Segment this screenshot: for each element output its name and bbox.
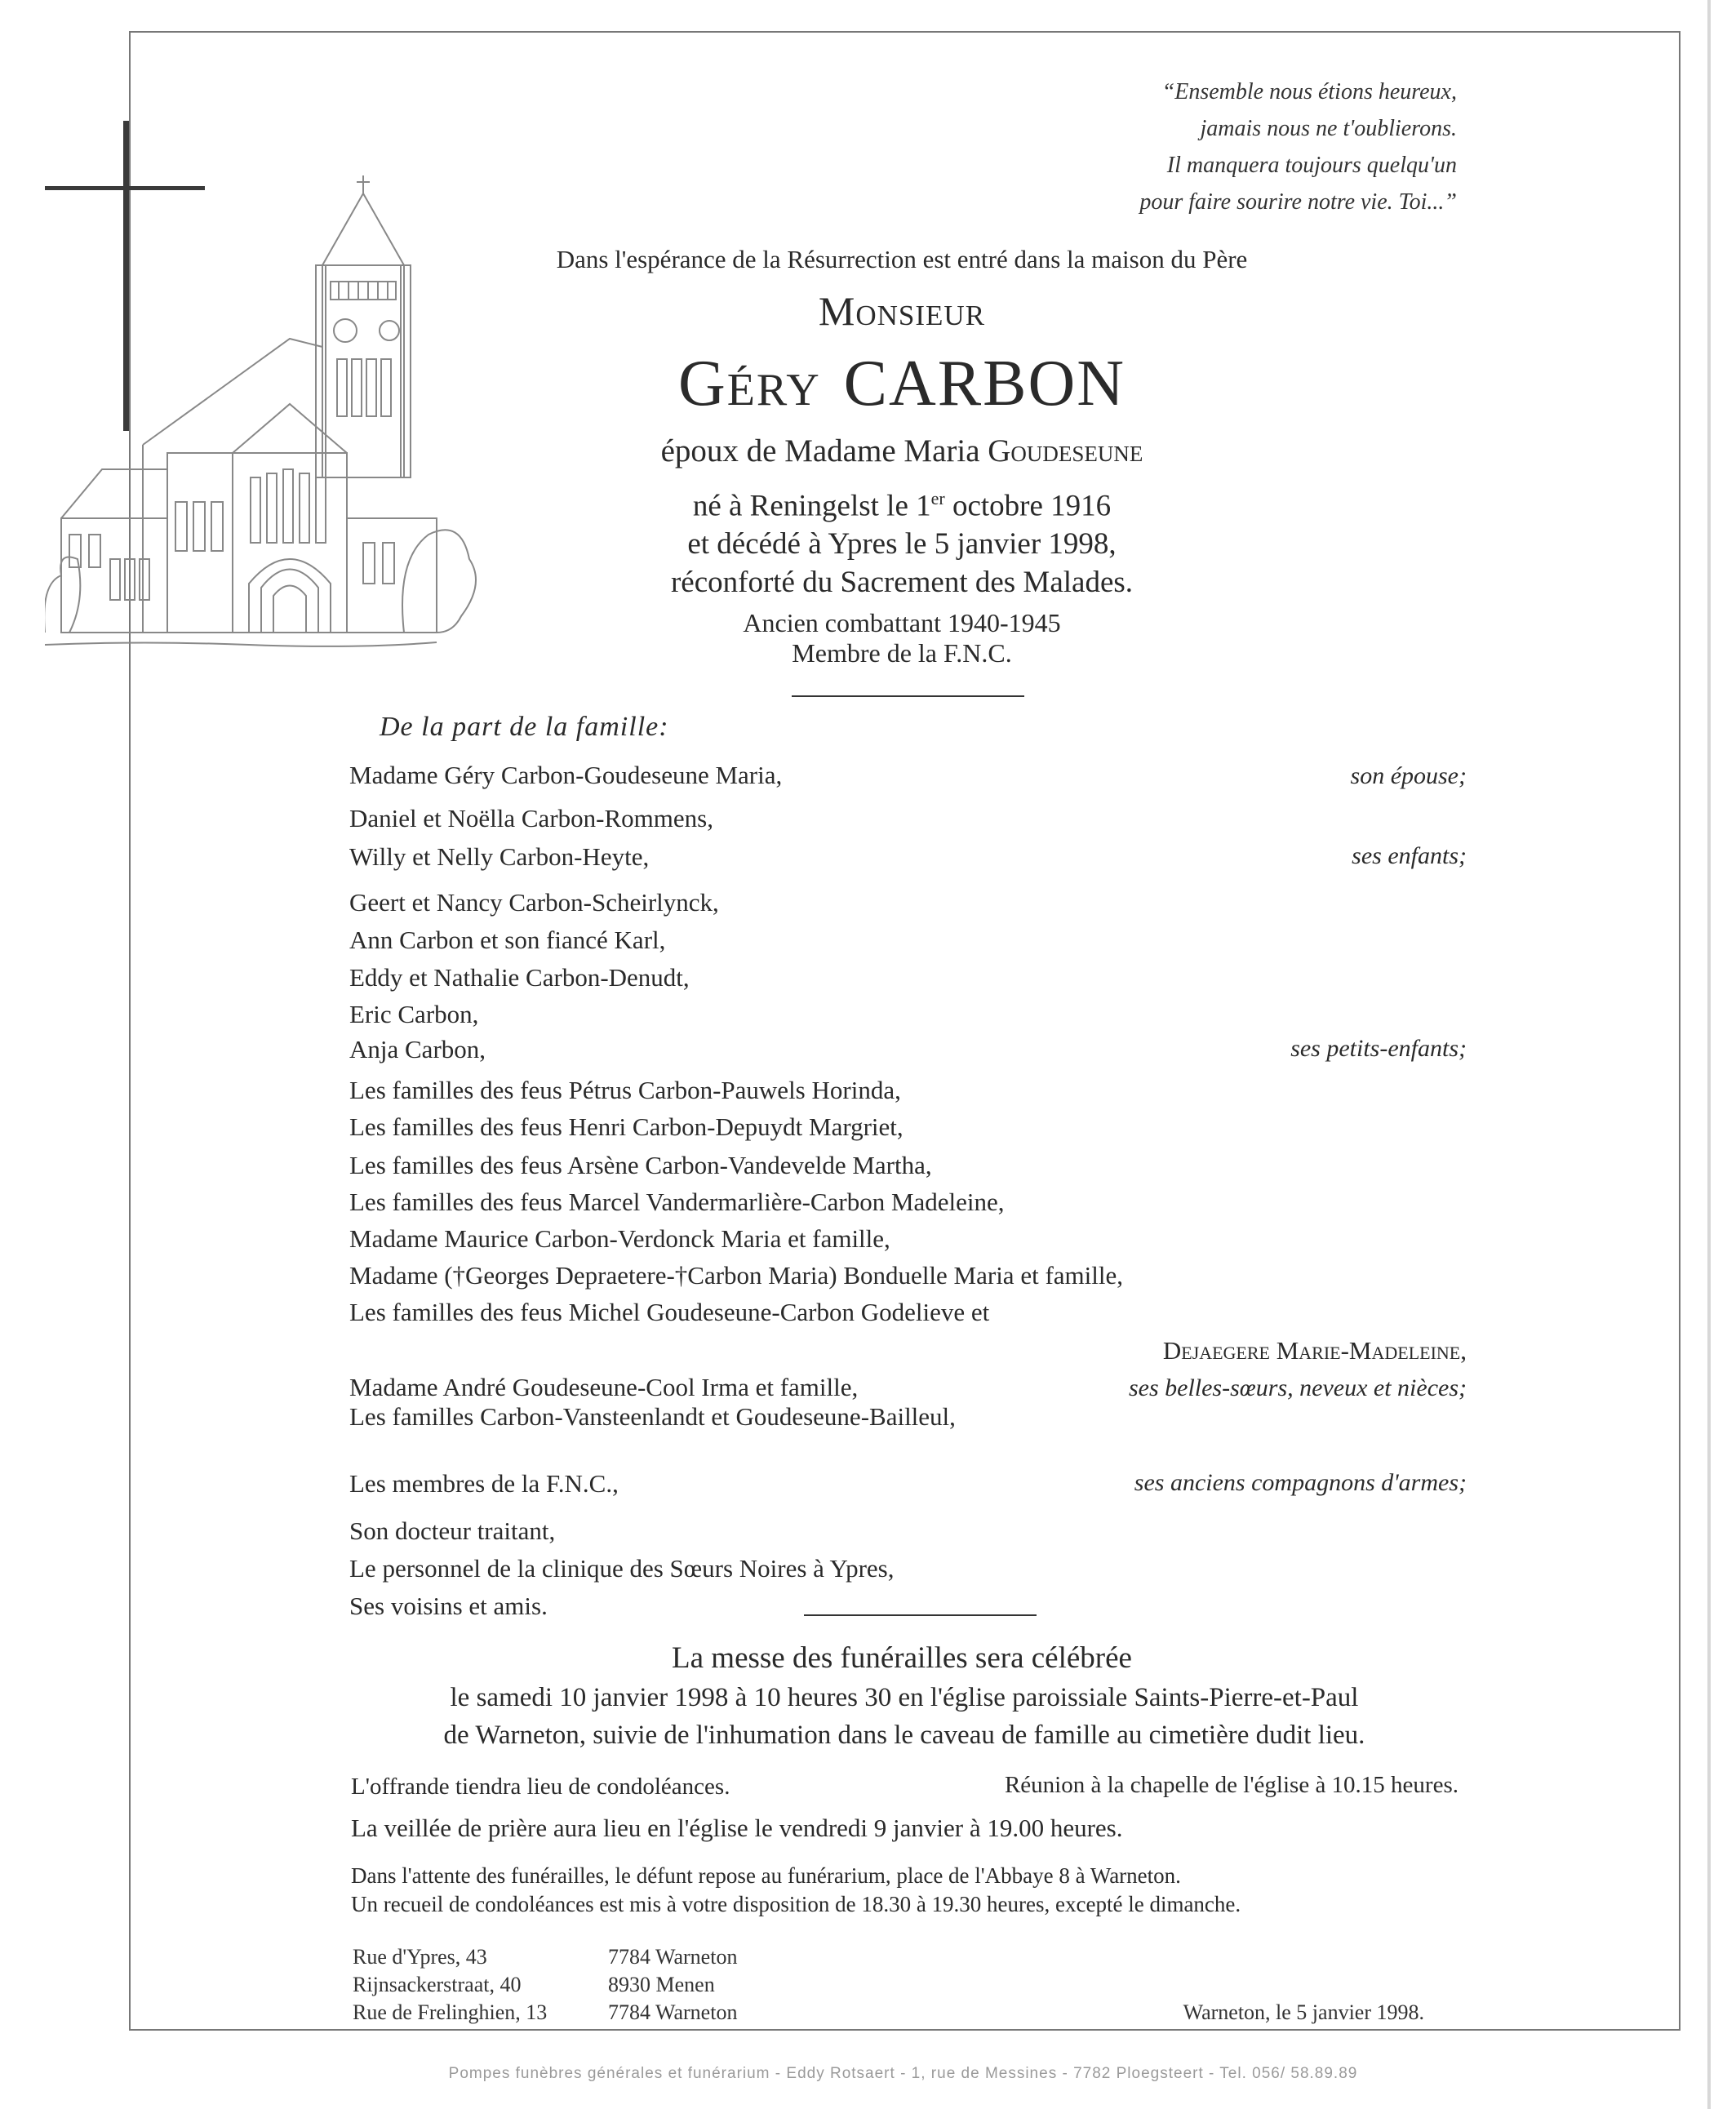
sacrament-line: réconforté du Sacrement des Malades.: [670, 566, 1134, 599]
family-line: Les familles Carbon-Vansteenlandt et Goudeseune-Bailleul,: [349, 1402, 956, 1431]
address-street: Rue de Frelinghien, 13: [353, 2000, 548, 2024]
rest-text: Un recueil de condoléances est mis à votre disposition de 18.30 à 19.30 heures, excepté le dimanche.: [351, 1892, 1241, 1916]
address-city: 7784 Warneton: [608, 1945, 738, 1969]
address-city: 8930 Menen: [608, 1973, 715, 1996]
quote-line: Il manquera toujours quelqu'un: [1166, 153, 1457, 178]
birth-line: [490, 488, 1314, 523]
address-street: Rijnsackerstraat, 40: [353, 1973, 522, 1996]
footer: Pompes funèbres générales et funérarium - Eddy Rotsaert - 1, rue de Messines - 7782 Ploegsteert - Tel. 056/ 58.89.89: [448, 2065, 1358, 2082]
rest-text: Dans l'attente des funérailles, le défunt repose au funérarium, place de l'Abbaye 8 à Warneton.: [351, 1863, 1181, 1888]
quote: [988, 73, 1457, 220]
first-name: Géry: [677, 348, 821, 420]
quote-line: jamais nous ne t'oublierons.: [1200, 116, 1457, 141]
family-line: Les familles des feus Michel Goudeseune-Carbon Godelieve et: [349, 1298, 990, 1326]
relation: ses enfants;: [1352, 842, 1467, 869]
title: Monsieur: [818, 288, 986, 334]
family-line: Anja Carbon,: [349, 1035, 486, 1063]
death-line: et décédé à Ypres le 5 janvier 1998,: [687, 527, 1117, 561]
relation: ses anciens compagnons d'armes;: [1134, 1469, 1467, 1496]
family-line: Daniel et Noëlla Carbon-Rommens,: [349, 804, 713, 832]
family-line: Son docteur traitant,: [349, 1516, 556, 1545]
relation: ses petits-enfants;: [1290, 1035, 1467, 1062]
vigil-text: La veillée de prière aura lieu en l'église le vendredi 9 janvier à 19.00 heures.: [351, 1814, 1123, 1842]
birth-text-a: né à Reningelst le 1: [692, 489, 931, 523]
church-illustration: [45, 175, 486, 682]
birth-sup: er: [930, 488, 945, 508]
quote-line: pour faire sourire notre vie. Toi...”: [1139, 189, 1457, 215]
family-line: Eddy et Nathalie Carbon-Denudt,: [349, 963, 690, 992]
family-line: Les familles des feus Pétrus Carbon-Pauwels Horinda,: [349, 1076, 901, 1104]
funeral-line: de Warneton, suivie de l'inhumation dans le caveau de famille au cimetière dudit lieu.: [443, 1720, 1365, 1750]
family-line: Willy et Nelly Carbon-Heyte,: [349, 842, 650, 871]
separator: [792, 695, 1024, 697]
funeral-heading: La messe des funérailles sera célébrée: [672, 1641, 1132, 1675]
meeting-text: Réunion à la chapelle de l'église à 10.15 heures.: [1004, 1772, 1459, 1798]
last-name: CARBON: [843, 348, 1126, 420]
family-line: Geert et Nancy Carbon-Scheirlynck,: [349, 888, 719, 917]
family-line-continued: Dejaegere Marie-Madeleine,: [1162, 1336, 1467, 1365]
address-city: 7784 Warneton: [608, 2000, 738, 2024]
relation: son épouse;: [1350, 762, 1467, 789]
spouse-prefix: époux de Madame Maria: [660, 433, 980, 468]
family-line: Eric Carbon,: [349, 1000, 479, 1028]
separator: [804, 1614, 1037, 1616]
family-line: Madame André Goudeseune-Cool Irma et famille,: [349, 1373, 859, 1401]
quote-line: “Ensemble nous étions heureux,: [1161, 79, 1457, 104]
family-line: Madame (†Georges Depraetere-†Carbon Maria) Bonduelle Maria et famille,: [349, 1261, 1123, 1290]
veteran-line: Ancien combattant 1940-1945: [743, 608, 1061, 637]
spouse-name: Goudeseune: [988, 433, 1143, 468]
family-line: Les membres de la F.N.C.,: [349, 1469, 619, 1498]
deceased-name: [490, 347, 1314, 421]
spouse-line: [490, 433, 1314, 469]
birth-text-b: octobre 1916: [944, 489, 1112, 523]
family-line: Madame Maurice Carbon-Verdonck Maria et famille,: [349, 1224, 890, 1253]
family-line: Le personnel de la clinique des Sœurs Noires à Ypres,: [349, 1554, 895, 1583]
funeral-line: le samedi 10 janvier 1998 à 10 heures 30 en l'église paroissiale Saints-Pierre-et-Paul: [450, 1683, 1359, 1712]
address-street: Rue d'Ypres, 43: [353, 1945, 487, 1969]
family-line: Ses voisins et amis.: [349, 1592, 548, 1620]
place-date: Warneton, le 5 janvier 1998.: [1183, 2000, 1424, 2024]
family-heading: De la part de la famille:: [380, 712, 669, 742]
family-line: Les familles des feus Marcel Vandermarlière-Carbon Madeleine,: [349, 1188, 1005, 1216]
family-line: Ann Carbon et son fiancé Karl,: [349, 926, 666, 954]
relation: ses belles-sœurs, neveux et nièces;: [1128, 1374, 1467, 1401]
family-line: Les familles des feus Arsène Carbon-Vandevelde Martha,: [349, 1151, 932, 1179]
member-line: Membre de la F.N.C.: [792, 638, 1012, 668]
family-line: Les familles des feus Henri Carbon-Depuydt Margriet,: [349, 1112, 904, 1141]
family-line: Madame Géry Carbon-Goudeseune Maria,: [349, 761, 783, 789]
offering-text: L'offrande tiendra lieu de condoléances.: [351, 1774, 730, 1800]
intro-text: Dans l'espérance de la Résurrection est entré dans la maison du Père: [556, 245, 1248, 273]
scan-edge: [1707, 0, 1711, 2109]
